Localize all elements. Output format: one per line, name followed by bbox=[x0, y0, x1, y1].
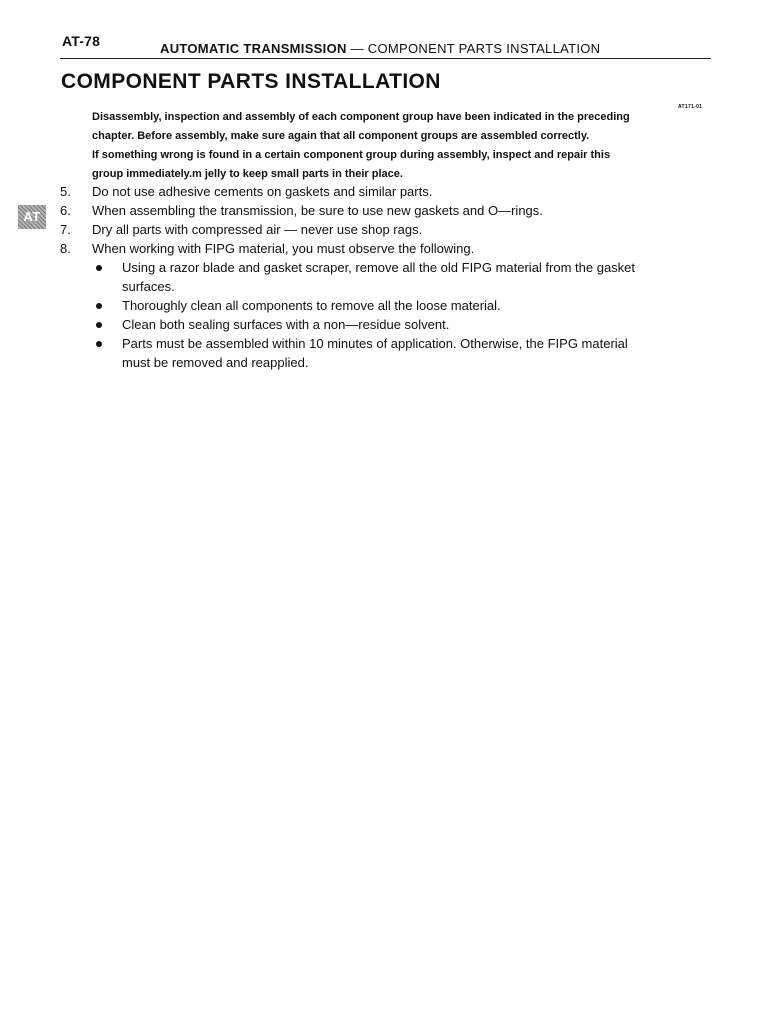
step-number: 6. bbox=[60, 203, 71, 218]
bullet-dot-icon bbox=[96, 341, 102, 347]
running-head bbox=[160, 41, 600, 56]
step-item bbox=[60, 220, 712, 239]
page-title: COMPONENT PARTS INSTALLATION bbox=[61, 70, 441, 93]
step-item bbox=[60, 239, 712, 372]
running-head-section: AUTOMATIC TRANSMISSION bbox=[160, 41, 347, 56]
intro-line: group immediately.m jelly to keep small parts in their place. bbox=[92, 168, 403, 180]
step-item bbox=[60, 182, 712, 201]
bullet-text: Using a razor blade and gasket scraper, remove all the old FIPG material from the gasket bbox=[122, 260, 636, 275]
step-text: Dry all parts with compressed air — never use shop rags. bbox=[92, 222, 423, 237]
step-text: Do not use adhesive cements on gaskets and similar parts. bbox=[92, 184, 433, 199]
intro-paragraph-2 bbox=[92, 146, 712, 184]
bullet-item bbox=[92, 258, 712, 296]
bullet-text: surfaces. bbox=[122, 279, 175, 294]
bullet-dot-icon bbox=[96, 265, 102, 271]
section-tab bbox=[18, 205, 46, 229]
bullet-text: Parts must be assembled within 10 minutes of application. Otherwise, the FIPG material bbox=[122, 336, 628, 351]
bullet-text: Clean both sealing surfaces with a non—residue solvent. bbox=[122, 317, 450, 332]
step-number: 8. bbox=[60, 241, 71, 256]
section-tab-label: AT bbox=[23, 209, 41, 224]
page-code: AT-78 bbox=[62, 33, 101, 49]
reference-code: AT171-01 bbox=[678, 104, 703, 110]
intro-line: If something wrong is found in a certain component group during assembly, inspect and repair this bbox=[92, 149, 611, 161]
step-item bbox=[60, 201, 712, 220]
intro-line: chapter. Before assembly, make sure again that all component groups are assembled correctly. bbox=[92, 130, 590, 142]
bullet-text: Thoroughly clean all components to remove all the loose material. bbox=[122, 298, 501, 313]
intro-text bbox=[92, 108, 712, 184]
step-text: When working with FIPG material, you must observe the following. bbox=[92, 241, 475, 256]
step-number: 5. bbox=[60, 184, 71, 199]
header-rule bbox=[60, 58, 711, 59]
step-text: When assembling the transmission, be sure to use new gaskets and O—rings. bbox=[92, 203, 543, 218]
intro-line: Disassembly, inspection and assembly of each component group have been indicated in the preceding bbox=[92, 111, 630, 123]
bullet-dot-icon bbox=[96, 322, 102, 328]
bullet-item bbox=[92, 315, 712, 334]
bullet-dot-icon bbox=[96, 303, 102, 309]
step-number: 7. bbox=[60, 222, 71, 237]
bullet-item bbox=[92, 334, 712, 372]
running-head-topic: — COMPONENT PARTS INSTALLATION bbox=[346, 41, 601, 56]
intro-paragraph-1 bbox=[92, 108, 712, 146]
bullet-item bbox=[92, 296, 712, 315]
bullet-list bbox=[92, 258, 712, 372]
bullet-text: must be removed and reapplied. bbox=[122, 355, 309, 370]
steps-list bbox=[60, 182, 712, 372]
